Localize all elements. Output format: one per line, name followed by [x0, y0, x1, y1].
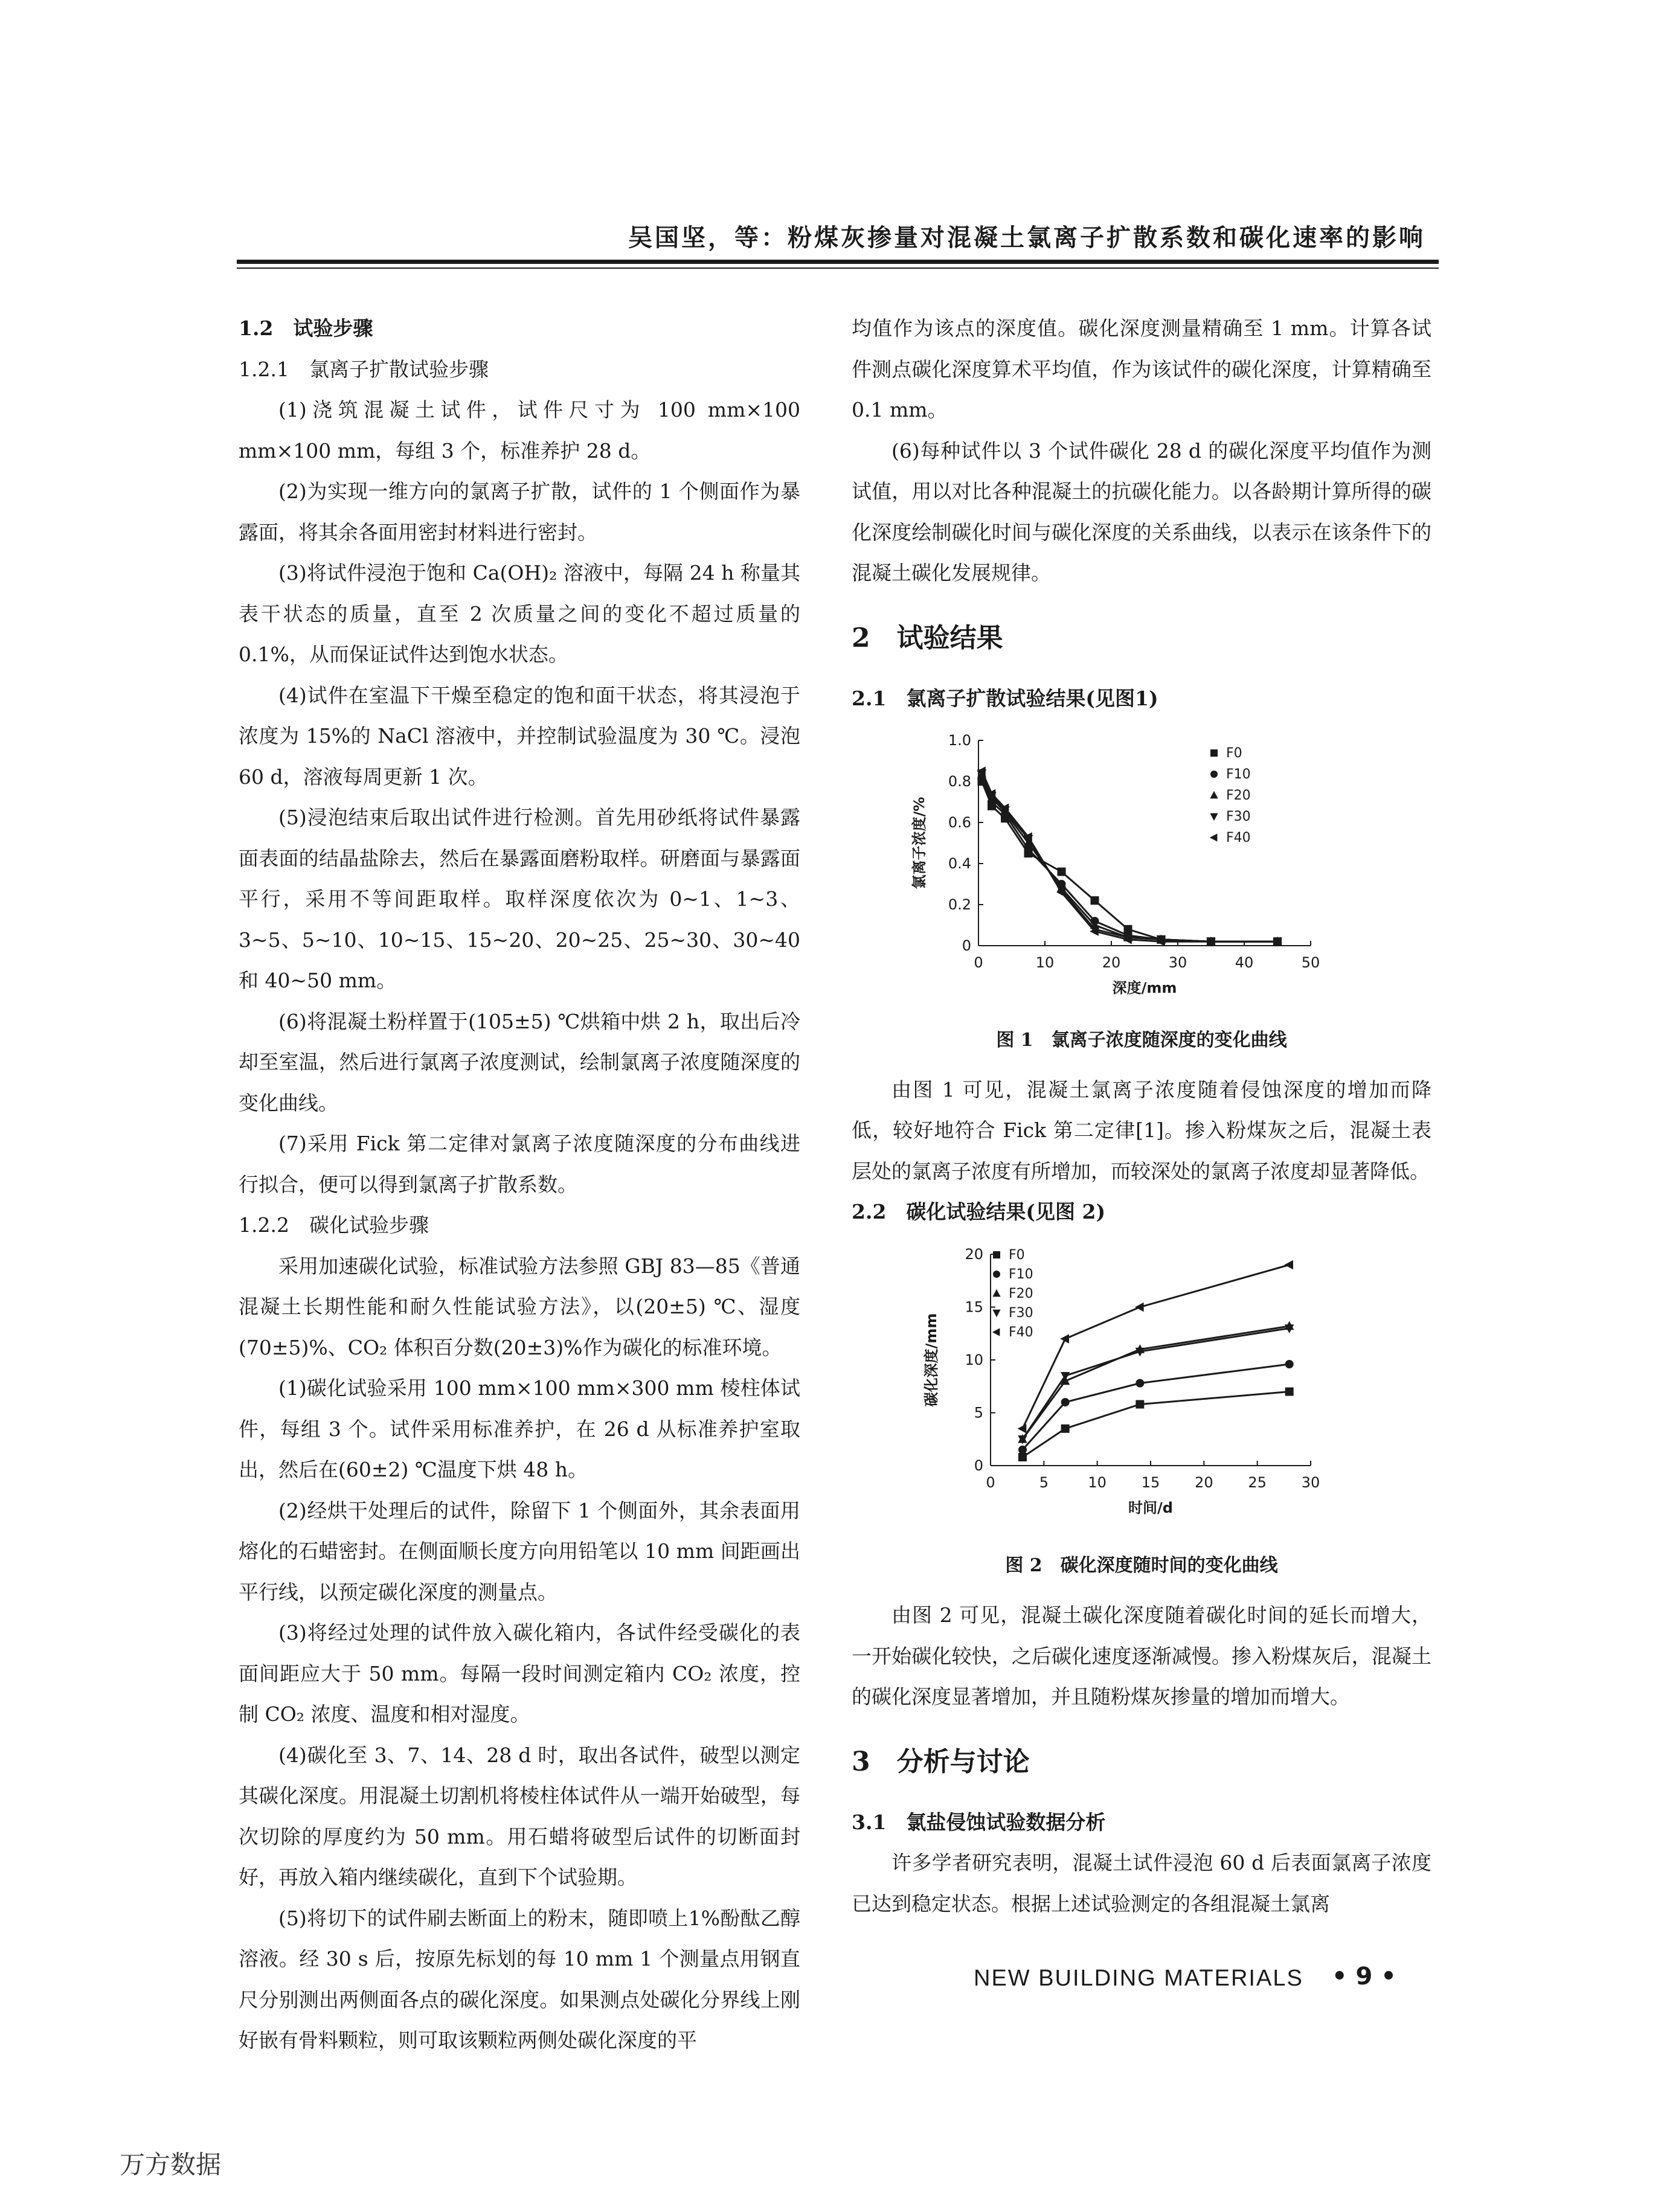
- data-point-f0: [1285, 1387, 1294, 1396]
- y-tick-label: 0.4: [948, 855, 971, 872]
- legend-marker-f30: [992, 1309, 1000, 1317]
- y-tick-label: 0: [962, 937, 971, 954]
- section-2-2-heading: 2.2 碳化试验结果(见图 2): [852, 1200, 1106, 1223]
- figure-1: [852, 722, 1431, 1059]
- y-axis-label: 氯离子浓度/%: [911, 797, 928, 890]
- carb-intro: 采用加速碳化试验，标准试验方法参照 GBJ 83—85《普通混凝土长期性能和耐久性能试验方法》，以(20±5) ℃、湿度(70±5)%、CO₂ 体积百分数(20±3)%作为碳化的标准环境。: [239, 1254, 800, 1359]
- legend-label-f20: F20: [1226, 788, 1251, 803]
- database-watermark: 万方数据: [120, 2150, 222, 2179]
- legend-label-f30: F30: [1226, 809, 1251, 824]
- carb-step-5: (5)将切下的试件刷去断面上的粉末，随即喷上1%酚酞乙醇溶液。经 30 s 后，按原先标划的每 10 mm 1 个测量点用钢直尺分别测出两侧面各点的碳化深度。如果测点处碳化分界线上刚好嵌有骨料颗粒，则可取该颗粒两侧处碳化深度的平: [239, 1906, 800, 2052]
- carb-step-1: (1)碳化试验采用 100 mm×100 mm×300 mm 棱柱体试件，每组 3 个。试件采用标准养护，在 26 d 从标准养护室取出，然后在(60±2) ℃温度下烘 48 h。: [239, 1376, 800, 1481]
- x-tick-label: 20: [1102, 954, 1121, 971]
- data-point-f40: [1135, 1302, 1144, 1311]
- legend-marker-f10: [993, 1271, 1000, 1278]
- y-tick-label: 0: [974, 1457, 983, 1474]
- data-point-f0: [1061, 1424, 1070, 1432]
- legend-label-f10: F10: [1009, 1266, 1033, 1282]
- continued-paragraph: 均值作为该点的深度值。碳化深度测量精确至 1 mm。计算各试件测点碳化深度算术平均值，作为该试件的碳化深度，计算精确至 0.1 mm。: [852, 316, 1431, 422]
- legend-marker-f0: [993, 1251, 1000, 1258]
- legend-marker-f10: [1210, 771, 1218, 778]
- chart-chloride-concentration: [852, 722, 1431, 1006]
- x-tick-label: 25: [1248, 1473, 1267, 1491]
- figure-2-discussion: 由图 2 可见，混凝土碳化深度随着碳化时间的延长而增大，一开始碳化较快，之后碳化速度逐渐减慢。掺入粉煤灰后，混凝土的碳化深度显著增加，并且随粉煤灰掺量的增加而增大。: [852, 1603, 1431, 1708]
- data-point-f10: [1061, 1398, 1070, 1406]
- figure-2: [852, 1236, 1431, 1585]
- carb-step-4: (4)碳化至 3、7、14、28 d 时，取出各试件，破型以测定其碳化深度。用混凝土切割机将棱柱体试件从一端开始破型，每次切除的厚度约为 50 mm。用石蜡将破型后试件的切断面封好，再放入箱内继续碳化，直到下个试验期。: [239, 1743, 800, 1889]
- running-title: 吴国坚，等：粉煤灰掺量对混凝土氯离子扩散系数和碳化速率的影响: [628, 223, 1425, 252]
- legend-label-f40: F40: [1009, 1324, 1033, 1340]
- series-line-f10: [1023, 1364, 1290, 1450]
- y-tick-label: 10: [965, 1351, 983, 1368]
- x-tick-label: 10: [1088, 1473, 1107, 1491]
- section-1-2-heading: 1.2 试验步骤: [239, 316, 373, 340]
- carb-step-6: (6)每种试件以 3 个试件碳化 28 d 的碳化深度平均值作为测试值，用以对比各种混凝土的抗碳化能力。以各龄期计算所得的碳化深度绘制碳化时间与碳化深度的关系曲线，以表示在该条件下的混凝土碳化发展规律。: [852, 438, 1431, 585]
- section-1-2-2-heading: 1.2.2 碳化试验步骤: [239, 1213, 429, 1237]
- figure-1-caption: 图 1 氯离子浓度随深度的变化曲线: [996, 1029, 1287, 1051]
- cl-step-2: (2)为实现一维方向的氯离子扩散，试件的 1 个侧面作为暴露面，将其余各面用密封材料进行密封。: [239, 479, 800, 544]
- legend-label-f40: F40: [1226, 830, 1251, 845]
- y-tick-label: 0.8: [948, 773, 971, 790]
- y-tick-label: 5: [974, 1404, 983, 1421]
- legend-label-f30: F30: [1009, 1305, 1033, 1321]
- section-3-1-text: 许多学者研究表明，混凝土试件浸泡 60 d 后表面氯离子浓度已达到稳定状态。根据上述试验测定的各组混凝土氯离: [852, 1851, 1431, 1915]
- cl-step-7: (7)采用 Fick 第二定律对氯离子浓度随深度的分布曲线进行拟合，便可以得到氯离子扩散系数。: [239, 1132, 800, 1196]
- legend-marker-f40: [1210, 833, 1218, 841]
- y-tick-label: 0.6: [948, 814, 971, 831]
- carb-step-3: (3)将经过处理的试件放入碳化箱内，各试件经受碳化的表面间距应大于 50 mm。每隔一段时间测定箱内 CO₂ 浓度，控制 CO₂ 浓度、温度和相对湿度。: [239, 1621, 800, 1726]
- left-column: [239, 308, 800, 2061]
- y-tick-label: 0.2: [948, 896, 971, 913]
- data-point-f40: [1284, 1260, 1293, 1269]
- y-tick-label: 1.0: [948, 732, 971, 749]
- cl-step-5: (5)浸泡结束后取出试件进行检测。首先用砂纸将试件暴露面表面的结晶盐除去，然后在暴露面磨粉取样。研磨面与暴露面平行，采用不等间距取样。取样深度依次为 0~1、1~3、3~5、5~10、10~15、15~20、20~25、25~30、30~40 和 40~50 mm。: [239, 806, 800, 992]
- data-point-f10: [1018, 1445, 1027, 1454]
- x-tick-label: 50: [1301, 954, 1320, 971]
- legend-marker-f20: [992, 1289, 1000, 1297]
- data-point-f0: [1091, 896, 1099, 905]
- x-axis-label: 时间/d: [1128, 1499, 1173, 1516]
- header-rule-thin: [237, 268, 1439, 269]
- legend-label-f10: F10: [1226, 767, 1251, 782]
- page-number: • 9 •: [1332, 1963, 1396, 1990]
- legend-marker-f0: [1210, 749, 1218, 757]
- data-point-f0: [1018, 1453, 1027, 1461]
- journal-name: NEW BUILDING MATERIALS: [974, 1966, 1303, 1991]
- x-tick-label: 0: [974, 954, 983, 971]
- x-tick-label: 0: [986, 1473, 995, 1491]
- x-tick-label: 20: [1195, 1473, 1213, 1491]
- x-tick-label: 10: [1035, 954, 1055, 971]
- data-point-f40: [1018, 1424, 1027, 1433]
- legend-label-f20: F20: [1009, 1286, 1033, 1301]
- legend-marker-f20: [1210, 791, 1218, 799]
- data-point-f0: [1058, 868, 1066, 876]
- cl-step-6: (6)将混凝土粉样置于(105±5) ℃烘箱中烘 2 h，取出后冷却至室温，然后进行氯离子浓度测试，绘制氯离子浓度随深度的变化曲线。: [239, 1009, 800, 1115]
- x-tick-label: 30: [1301, 1473, 1320, 1491]
- x-tick-label: 15: [1141, 1473, 1160, 1491]
- x-tick-label: 40: [1235, 954, 1254, 971]
- data-point-f0: [1136, 1400, 1144, 1408]
- carb-step-2: (2)经烘干处理后的试件，除留下 1 个侧面外，其余表面用熔化的石蜡密封。在侧面顺长度方向用铅笔以 10 mm 间距画出平行线，以预定碳化深度的测量点。: [239, 1498, 800, 1604]
- x-axis-label: 深度/mm: [1112, 979, 1177, 996]
- header-rule-thick: [237, 260, 1439, 264]
- section-3-1-heading: 3.1 氯盐侵蚀试验数据分析: [852, 1810, 1106, 1834]
- legend-marker-f30: [1210, 813, 1218, 821]
- y-axis-label: 碳化深度/mm: [923, 1313, 940, 1406]
- figure-2-caption: 图 2 碳化深度随时间的变化曲线: [1005, 1555, 1278, 1576]
- right-column: [852, 308, 1431, 1924]
- cl-step-3: (3)将试件浸泡于饱和 Ca(OH)₂ 溶液中，每隔 24 h 称量其表干状态的质量，直至 2 次质量之间的变化不超过质量的 0.1%，从而保证试件达到饱水状态。: [239, 561, 800, 666]
- legend-marker-f40: [992, 1328, 1000, 1336]
- x-tick-label: 5: [1039, 1473, 1049, 1491]
- cl-step-1: (1)浇筑混凝土试件，试件尺寸为 100 mm×100 mm×100 mm，每组 3 个，标准养护 28 d。: [239, 398, 800, 463]
- section-1-2-1-heading: 1.2.1 氯离子扩散试验步骤: [239, 357, 489, 381]
- cl-step-4: (4)试件在室温下干燥至稳定的饱和面干状态，将其浸泡于浓度为 15%的 NaCl 溶液中，并控制试验温度为 30 ℃。浸泡 60 d，溶液每周更新 1 次。: [239, 683, 800, 789]
- legend-label-f0: F0: [1009, 1247, 1025, 1263]
- section-2-heading: 2 试验结果: [852, 622, 1003, 653]
- series-line-f0: [982, 781, 1278, 941]
- data-point-f10: [1285, 1360, 1294, 1368]
- x-tick-label: 30: [1168, 954, 1187, 971]
- y-tick-label: 20: [965, 1245, 983, 1263]
- section-3-heading: 3 分析与讨论: [852, 1746, 1030, 1777]
- figure-1-discussion: 由图 1 可见，混凝土氯离子浓度随着侵蚀深度的增加而降低，较好地符合 Fick 第二定律[1]。掺入粉煤灰之后，混凝土表层处的氯离子浓度有所增加，而较深处的氯离子浓度却显著降低。: [852, 1077, 1431, 1183]
- chart-carbonation-depth: [852, 1236, 1431, 1532]
- y-tick-label: 15: [965, 1298, 983, 1315]
- data-point-f10: [1136, 1379, 1144, 1387]
- legend-label-f0: F0: [1226, 746, 1242, 761]
- section-2-1-heading: 2.1 氯离子扩散试验结果(见图1): [852, 686, 1158, 710]
